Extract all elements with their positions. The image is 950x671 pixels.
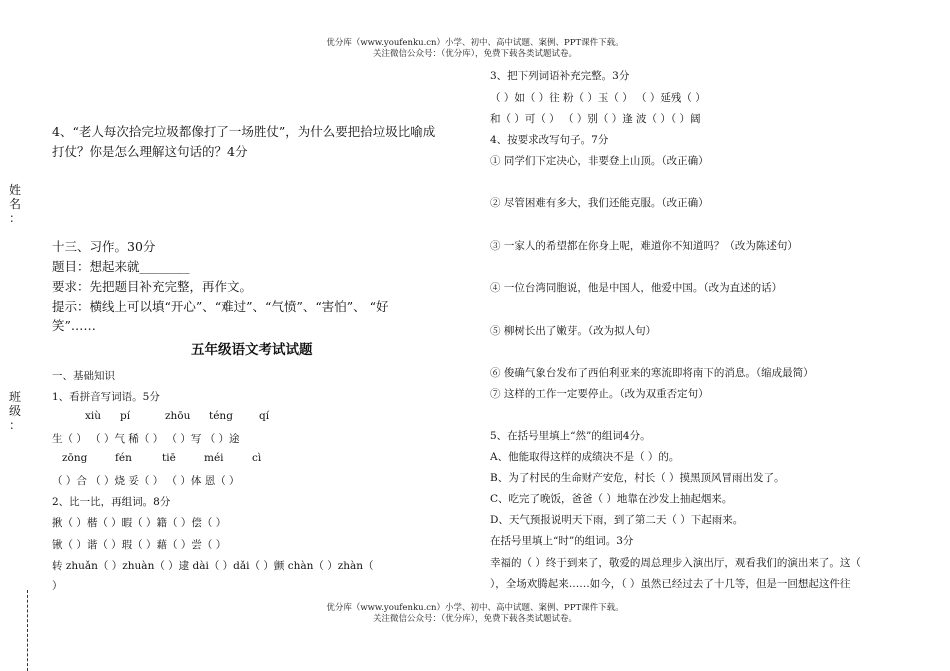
idiom-row-1: （ ）如（ ）往 粉（ ）玉（ ） （ ）延残（ ）	[490, 92, 706, 104]
header-line-2: 关注微信公众号：（优分库），免费下载各类试题试卷。	[372, 49, 577, 59]
polyphone-row: 转 zhuǎn（ ）zhuàn（ ）逮 dài（ ）dǎi（ ）颤 chàn（ ）zhàn（	[52, 560, 374, 572]
pinyin-item: fén	[115, 452, 132, 464]
essay-topic: 题目：想起来就________	[52, 259, 190, 274]
pinyin-item: zhōu	[165, 410, 191, 422]
question-5-d: D、天气预报说明天下雨，到了第二天（ ）下起雨来。	[490, 514, 744, 526]
class-label	[2, 390, 28, 432]
question-6: 在括号里填上“时”的组词。3分	[490, 535, 634, 547]
exam-title: 五年级语文考试试题	[191, 342, 313, 358]
passage-line-2: ），全场欢腾起来……如今，（ ）虽然已经过去了十几等，但是一回想起这件往	[490, 578, 851, 590]
essay-hint-line-1: 提示：横线上可以填“开心”、“难过”、“气愤”、“害怕”、 “好	[52, 299, 389, 314]
question-4-line-2: 打仗？你是怎么理解这句话的？4分	[52, 144, 248, 159]
question-5-b: B、为了村民的生命财产安危，村长（ ）摸黑顶风冒雨出发了。	[490, 472, 785, 484]
passage-line-1: 幸福的（ ）终于到来了，敬爱的周总理步入演出厅，观看我们的演出来了。这（	[490, 557, 861, 569]
binding-dashed-line	[27, 590, 28, 671]
polyphone-row-cont: ）	[52, 580, 63, 592]
question-5: 5、在括号里填上“然”的组词4分。	[490, 430, 651, 442]
question-2: 2、比一比，再组词。8分	[52, 496, 171, 508]
pinyin-item: téng	[209, 410, 233, 422]
pinyin-item: cì	[252, 452, 262, 464]
question-4-line-1: 4、“老人每次拾完垃圾都像打了一场胜仗”，为什么要把拾垃圾比喻成	[52, 124, 436, 139]
essay-requirement: 要求：先把题目补充完整，再作文。	[52, 279, 253, 294]
question-1: 1、看拼音写词语。5分	[52, 391, 160, 403]
pinyin-item: tiē	[162, 452, 176, 464]
compare-row-1: 揪（ ）楷（ ）暇（ ）籍（ ）偿（ ）	[52, 517, 227, 529]
section-1-heading: 一、基础知识	[52, 370, 115, 382]
compare-row-2: 锹（ ）谐（ ）瑕（ ）藉（ ）尝（ ）	[52, 539, 227, 551]
question-4-rewrite: 4、按要求改写句子。7分	[490, 134, 609, 146]
pinyin-item: qí	[259, 410, 270, 422]
sentence-2: ② 尽管困难有多大，我们还能克服。（改正确）	[490, 197, 709, 209]
idiom-row-2: 和（ ）可（ ） （ ）别（ ）逢 波（ ）（ ）阔	[490, 113, 701, 125]
sentence-4: ④ 一位台湾同胞说，他是中国人，他爱中国。（改为直述的话）	[490, 282, 783, 294]
class-label-char: 班	[8, 390, 21, 404]
sentence-6: ⑥ 俊确气象台发布了西伯利亚来的寒流即将南下的消息。（缩成最简）	[490, 367, 814, 379]
fill-row-1: 生（ ） （ ）气 稀（ ） （ ）写 （ ）途	[52, 433, 240, 445]
footer-line-1: 优分库（www.youfenku.cn）小学、初中、高中试题、案例、PPT课件下载。	[326, 603, 624, 613]
sentence-1: ① 同学们下定决心，非要登上山顶。（改正确）	[490, 155, 709, 167]
pinyin-item: zōng	[62, 452, 88, 464]
name-label-char: ：	[8, 211, 21, 225]
sentence-5: ⑤ 柳树长出了嫩芽。（改为拟人句）	[490, 325, 657, 337]
class-label-char: ：	[8, 418, 21, 432]
section-13-heading: 十三、习作。30分	[52, 239, 156, 254]
class-label-char: 级	[8, 404, 21, 418]
essay-hint-line-2: 笑”……	[52, 318, 96, 333]
question-3: 3、把下列词语补充完整。3分	[490, 70, 630, 82]
pinyin-item: méi	[204, 452, 224, 464]
footer-line-2: 关注微信公众号：（优分库），免费下载各类试题试卷。	[372, 614, 577, 624]
question-5-c: C、吃完了晚饭，爸爸（ ）地靠在沙发上抽起烟来。	[490, 493, 733, 505]
name-label-char: 名	[8, 197, 21, 211]
name-label	[2, 183, 28, 225]
name-label-char: 姓	[8, 183, 21, 197]
fill-row-2: （ ）合 （ ）烧 妥（ ） （ ）体 恩（ ）	[52, 475, 240, 487]
page-footer	[0, 603, 950, 625]
page-header	[0, 38, 950, 60]
header-line-1: 优分库（www.youfenku.cn）小学、初中、高中试题、案例、PPT课件下载。	[326, 38, 624, 48]
sentence-3: ③ 一家人的希望都在你身上呢，难道你不知道吗？（改为陈述句）	[490, 240, 798, 252]
sentence-7: ⑦ 这样的工作一定要停止。（改为双重否定句）	[490, 388, 709, 400]
pinyin-item: pí	[120, 410, 131, 422]
pinyin-item: xiù	[85, 410, 102, 422]
question-5-a: A、他能取得这样的成绩决不是（ ）的。	[490, 451, 680, 463]
